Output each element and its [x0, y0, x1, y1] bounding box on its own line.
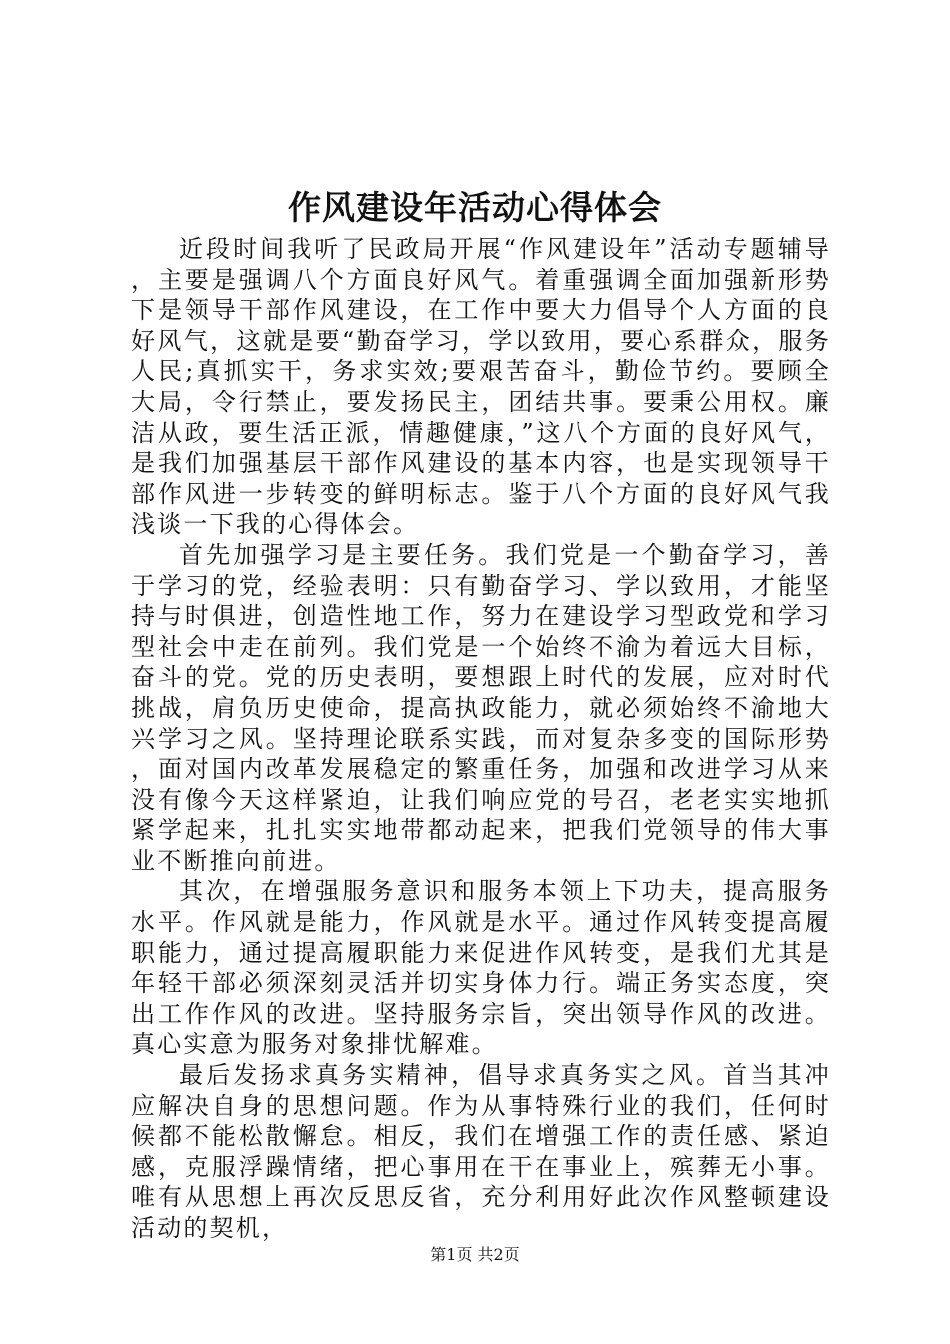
document-body — [131, 234, 831, 1244]
page-number-footer: 第1页 共2页 — [430, 1245, 520, 1264]
paragraph-1: 近段时间我听了民政局开展“作风建设年”活动专题辅导，主要是强调八个方面良好风气。着重强调全面加强新形势下是领导干部作风建设，在工作中要大力倡导个人方面的良好风气，这就是要“勤奋学习，学以致用，要心系群众，服务人民;真抓实干，务求实效;要艰苦奋斗，勤俭节约。要顾全大局，令行禁止，要发扬民主，团结共事。要秉公用权。廉洁从政，要生活正派，情趣健康，”这八个方面的良好风气，是我们加强基层干部作风建设的基本内容，也是实现领导干部作风进一步转变的鲜明标志。鉴于八个方面的良好风气我浅谈一下我的心得体会。 — [131, 235, 831, 539]
paragraph-2: 首先加强学习是主要任务。我们党是一个勤奋学习，善于学习的党，经验表明：只有勤奋学习、学以致用，才能坚持与时俱进，创造性地工作，努力在建设学习型政党和学习型社会中走在前列。我们党是一个始终不渝为着远大目标，奋斗的党。党的历史表明，要想跟上时代的发展，应对时代挑战，肩负历史使命，提高执政能力，就必须始终不渝地大兴学习之风。坚持理论联系实践，而对复杂多变的国际形势，面对国内改革发展稳定的繁重任务，加强和改进学习从来没有像今天这样紧迫，让我们响应党的号召，老老实实地抓紧学起来，扎扎实实地带都动起来，把我们党领导的伟大事业不断推向前进。 — [131, 540, 831, 875]
document-title: 作风建设年活动心得体会 — [288, 188, 662, 227]
paragraph-3: 其次，在增强服务意识和服务本领上下功夫，提高服务水平。作风就是能力，作风就是水平。通过作风转变提高履职能力，通过提高履职能力来促进作风转变，是我们尤其是年轻干部必须深刻灵活并切实身体力行。端正务实态度，突出工作作风的改进。坚持服务宗旨，突出领导作风的改进。真心实意为服务对象排忧解难。 — [131, 877, 831, 1059]
paragraph-4: 最后发扬求真务实精神，倡导求真务实之风。首当其冲应解决自身的思想问题。作为从事特殊行业的我们，任何时候都不能松散懈怠。相反，我们在增强工作的责任感、紧迫感，克服浮躁情绪，把心事用在干在事业上，殡葬无小事。唯有从思想上再次反思反省，充分利用好此次作风整顿建设活动的契机， — [131, 1061, 831, 1242]
